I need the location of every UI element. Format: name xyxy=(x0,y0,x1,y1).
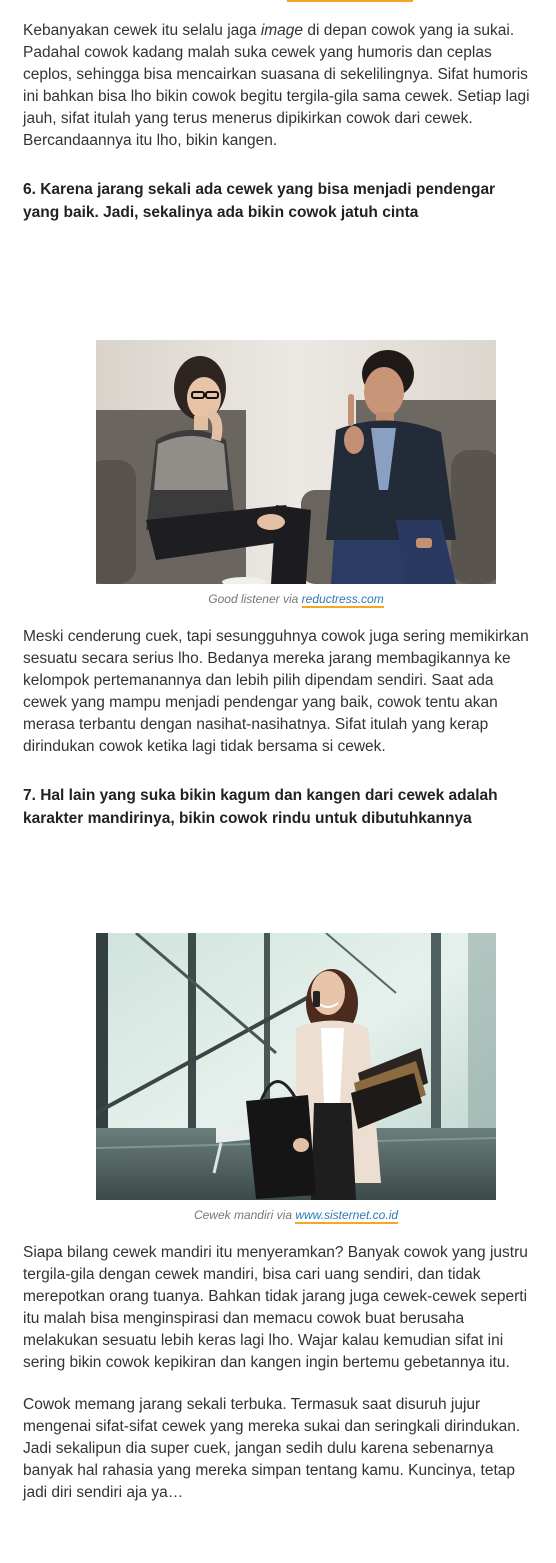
figure-good-listener xyxy=(96,340,496,584)
caption-good-listener xyxy=(96,591,496,607)
paragraph-7: Siapa bilang cewek mandiri itu menyeramkan? Banyak cowok yang justru tergila-gila dengan cewek mandiri, bisa cari uang sendiri, dan tidak merepotkan orang tuanya. Bahkan tidak jarang juga cewek-cewek seperti itu malah bisa menginspirasi dan memacu cowok buat berusaha melakukan sesuatu lebih keras lagi lho. Wajar kalau kemudian sifat ini sering bikin cowok kepikiran dan kangen ingin bertemu gebetannya itu. xyxy=(23,1244,528,1371)
caption-link-reductress[interactable]: reductress.com xyxy=(301,592,384,606)
closing-paragraph: Cowok memang jarang sekali terbuka. Termasuk saat disuruh jujur mengenai sifat-sifat cewek yang mereka sukai dan seringkali dirindukan. Jadi sekalipun dia super cuek, jangan sedih dulu karena sebenarnya banyak hal rahasia yang mereka simpan tentang kamu. Kuncinya, tetap jadi diri sendiri aja ya… xyxy=(23,1396,521,1501)
top-link-underline xyxy=(287,0,413,2)
caption-text: Good listener via xyxy=(208,592,302,606)
photo-good-listener xyxy=(96,340,496,584)
figure-cewek-mandiri xyxy=(96,933,496,1200)
intro-paragraph xyxy=(23,20,535,152)
paragraph-6: Meski cenderung cuek, tapi sesungguhnya cowok juga sering memikirkan sesuatu secara serius lho. Bedanya mereka jarang membagikannya ke kelompok pertemanannya dan lebih pilih dipendam sendiri. Saat ada cewek yang mampu menjadi pendengar yang baik, cowok tentu akan merasa terbantu dengan nasihat-nasihatnya. Sifat itulah yang kerap dirindukan cowok ketika lagi tidak bersama si cewek. xyxy=(23,628,529,755)
intro-italic-word: image xyxy=(260,22,304,39)
caption-cewek-mandiri xyxy=(96,1207,496,1223)
intro-text-2: di depan cowok yang ia sukai. Padahal cowok kadang malah suka cewek yang humoris dan ceplas ceplos, sehingga bisa mencairkan suasana di sekelilingnya. Sifat humoris ini bahkan bisa lho bikin cowok begitu tergila-gila sama cewek. Setiap lagi jauh, sifat itulah yang terus menerus dipikirkan cowok dari cewek. Bercandaannya itu lho, bikin kangen. xyxy=(23,22,530,149)
section-heading-6: 6. Karena jarang sekali ada cewek yang bisa menjadi pendengar yang baik. Jadi, sekalinya ada bikin cowok jatuh cinta xyxy=(23,181,496,221)
section-heading-7: 7. Hal lain yang suka bikin kagum dan kangen dari cewek adalah karakter mandirinya, bikin cowok rindu untuk dibutuhkannya xyxy=(23,787,498,827)
intro-text-1: Kebanyakan cewek itu selalu jaga xyxy=(23,22,261,39)
caption-link-sisternet[interactable]: www.sisternet.co.id xyxy=(295,1208,399,1222)
caption-text-2: Cewek mandiri via xyxy=(193,1208,296,1222)
photo-cewek-mandiri xyxy=(96,933,496,1200)
